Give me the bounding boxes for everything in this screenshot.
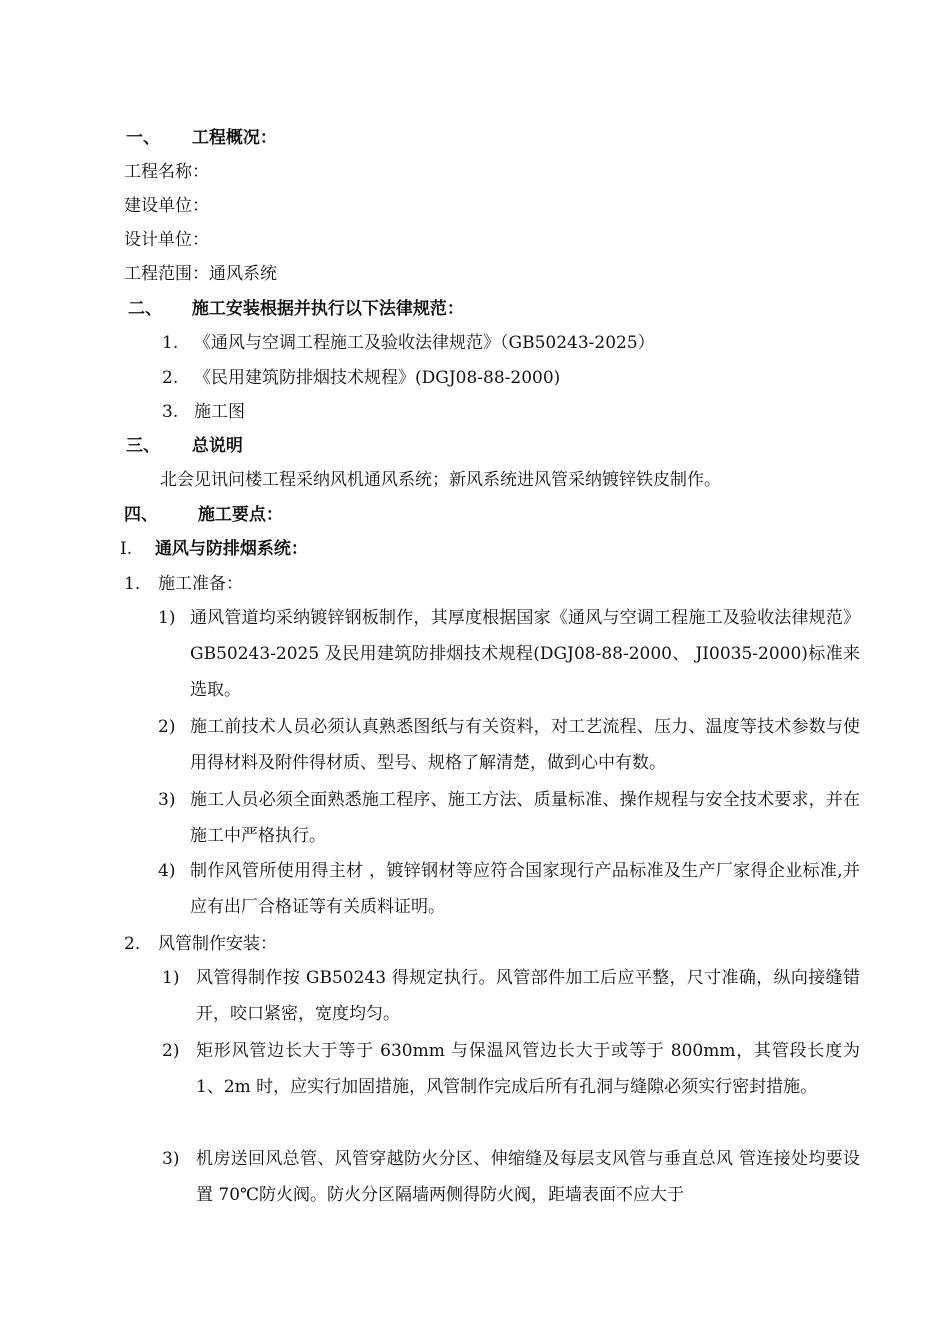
section-3-title: 总说明 [191, 436, 243, 456]
section-1-number: 一、 [126, 128, 160, 148]
section-4-title: 施工要点： [197, 505, 283, 525]
item-text: 矩形风管边长大于等于 630mm 与保温风管边长大于或等于 800mm，其管段长度为 1、2m 时，应实行加固措施，风管制作完成后所有孔洞与缝隙必须实行密封措施。 [196, 1041, 860, 1097]
regulation-item: 施工图 [194, 402, 245, 422]
subsection-1-title: 施工准备： [158, 574, 243, 594]
section-4-number: 四、 [124, 505, 158, 525]
item-number: 3) [162, 1149, 180, 1169]
project-scope: 工程范围：通风系统 [124, 264, 277, 284]
item-text: 风管得制作按 GB50243 得规定执行。风管部件加工后应平整，尺寸准确，纵向接缝错开，咬口紧密，宽度均匀。 [196, 968, 860, 1024]
item-number: 4) [158, 861, 176, 881]
regulation-number: 1. [162, 333, 179, 353]
part-i-number: I. [120, 539, 133, 559]
item-text: 机房送回风总管、风管穿越防火分区、伸缩缝及每层支风管与垂直总风 管连接处均要设置 70℃防火阀。防火分区隔墙两侧得防火阀，距墙表面不应大于 [196, 1149, 860, 1205]
regulation-number: 3. [162, 402, 179, 422]
builder-label: 建设单位： [124, 196, 209, 216]
section-4-heading [124, 503, 283, 527]
item-text: 施工人员必须全面熟悉施工程序、施工方法、质量标准、操作规程与安全技术要求，并在施工中严格执行。 [190, 790, 860, 846]
item-text: 通风管道均采纳镀锌钢板制作，其厚度根据国家《通风与空调工程施工及验收法律规范》GB50243-2025 及民用建筑防排烟技术规程(DGJ08-88-2000、 JI0035-2000)标准来选取。 [190, 608, 860, 700]
item-number: 1) [158, 608, 176, 628]
section-2-title: 施工安装根据并执行以下法律规范： [191, 299, 464, 319]
designer-label: 设计单位： [124, 230, 209, 250]
item-text: 施工前技术人员必须认真熟悉图纸与有关资料，对工艺流程、压力、温度等技术参数与使用得材料及附件得材质、型号、规格了解清楚，做到心中有数。 [190, 717, 860, 773]
item-number: 2) [158, 717, 176, 737]
item-number: 1) [162, 968, 180, 988]
item-number: 2) [162, 1041, 180, 1061]
item-text: 制作风管所使用得主材 ，镀锌钢材等应符合国家现行产品标准及生产厂家得企业标准,并应有出厂合格证等有关质料证明。 [190, 861, 860, 917]
part-i-title: 通风与防排烟系统： [154, 539, 308, 559]
subsection-2-title: 风管制作安装： [158, 934, 277, 954]
section-2-number: 二、 [128, 299, 162, 319]
item-number: 3) [158, 790, 176, 810]
section-3-number: 三、 [126, 436, 160, 456]
subsection-1-number: 1. [124, 574, 141, 594]
regulation-item: 《通风与空调工程施工及验收法律规范》（GB50243-2025） [194, 333, 655, 353]
section-1-title: 工程概况： [191, 128, 277, 148]
regulation-item: 《民用建筑防排烟技术规程》(DGJ08-88-2000) [194, 368, 561, 388]
section-2-heading [128, 297, 464, 321]
subsection-2-number: 2. [124, 934, 141, 954]
regulation-number: 2. [162, 368, 179, 388]
general-summary: 北会见讯问楼工程采纳风机通风系统；新风系统进风管采纳镀锌铁皮制作。 [160, 470, 721, 490]
section-3-heading [126, 434, 243, 458]
section-1-heading [126, 126, 277, 150]
part-i-heading [120, 537, 308, 561]
project-name-label: 工程名称： [124, 162, 209, 182]
